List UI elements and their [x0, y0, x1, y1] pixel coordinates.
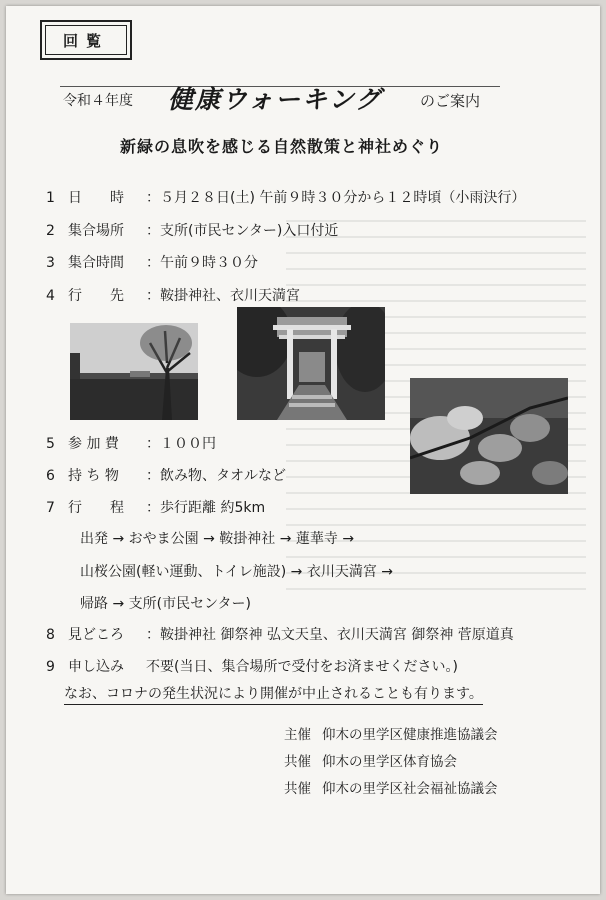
- item-date: 1 日 時 ：５月２８日(土) 午前９時３０分から１２時頃（小雨決行）: [46, 190, 526, 206]
- route-line-1: 出発 → おやま公園 → 鞍掛神社 → 蓮華寺 →: [80, 531, 355, 547]
- item-application: 9 申し込み 不要(当日、集合場所で受付をお済ませください。): [46, 659, 458, 675]
- covid-notice: なお、コロナの発生状況により開催が中止されることも有ります。: [64, 683, 483, 705]
- organizer-cohost-welfare: 共催 仰木の里学区社会福祉協議会: [284, 781, 498, 797]
- subtitle: 新緑の息吹を感じる自然散策と神社めぐり: [120, 137, 444, 156]
- item-highlights: 8 見どころ ：鞍掛神社 御祭神 弘文天皇、衣川天満宮 御祭神 菅原道真: [46, 627, 514, 643]
- organizer-host: 主催 仰木の里学区健康推進協議会: [284, 727, 498, 743]
- circular-label: 回覧: [45, 25, 127, 55]
- item-meeting-time: 3 集合時間 ：午前９時３０分: [46, 255, 258, 271]
- circular-stamp-box: [40, 20, 132, 60]
- organizer-cohost-sports: 共催 仰木の里学区体育協会: [284, 754, 457, 770]
- route-line-3: 帰路 → 支所(市民センター): [80, 596, 251, 612]
- title-main: 健康ウォーキング: [168, 85, 383, 114]
- item-course: 7 行 程 ：歩行距離 約5km: [46, 500, 266, 516]
- photo-shrine-torii: [237, 307, 385, 420]
- item-destination: 4 行 先 ：鞍掛神社、衣川天満宮: [46, 288, 300, 304]
- photo-flowering-branch: [410, 378, 568, 494]
- route-line-2: 山桜公園(軽い運動、トイレ施設) → 衣川天満宮 →: [80, 564, 394, 580]
- item-fee: 5 参 加 費 ：１００円: [46, 436, 216, 452]
- title-prefix: 令和４年度: [63, 93, 133, 109]
- title-suffix: のご案内: [420, 92, 481, 110]
- item-belongings: 6 持 ち 物 ：飲み物、タオルなど: [46, 468, 286, 484]
- photo-park-tree: [70, 323, 198, 420]
- item-meeting-place: 2 集合場所 ：支所(市民センター)入口付近: [46, 223, 339, 239]
